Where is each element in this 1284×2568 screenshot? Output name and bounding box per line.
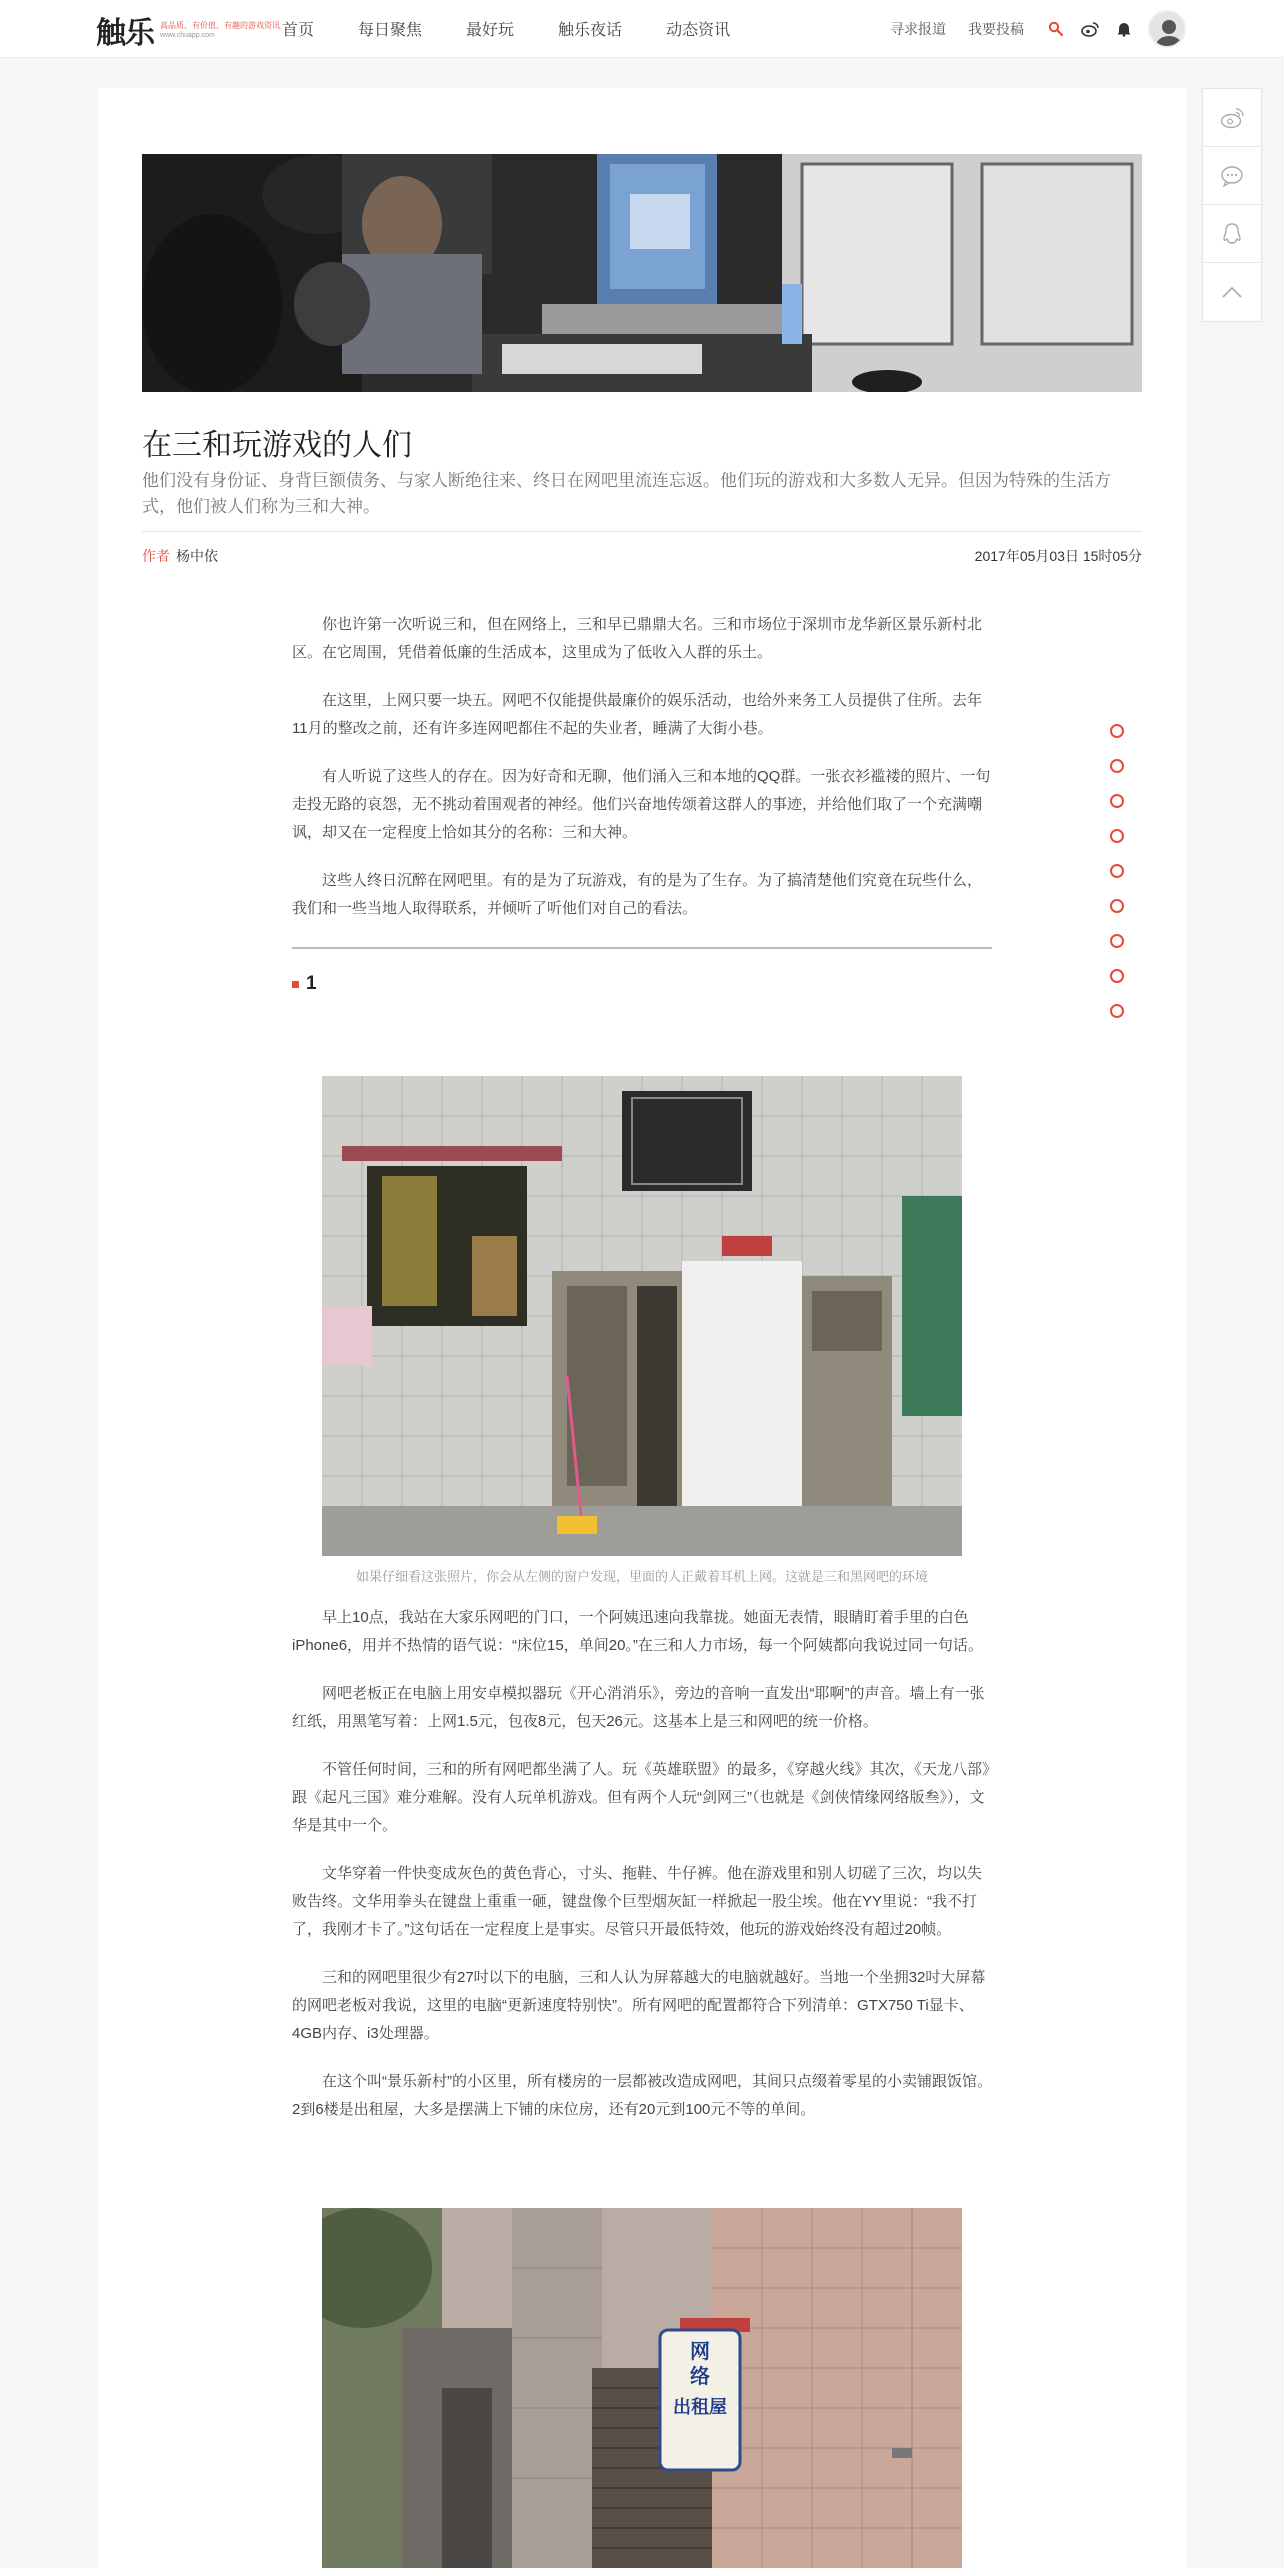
article-title: 在三和玩游戏的人们 xyxy=(142,428,412,463)
submit-article-link[interactable]: 我要投稿 xyxy=(968,21,1024,37)
author-name[interactable]: 杨中依 xyxy=(176,548,218,564)
section-marker xyxy=(292,981,299,988)
wechat-share-icon[interactable] xyxy=(1203,147,1261,205)
sign-char: 出 xyxy=(673,2397,691,2418)
meta-divider xyxy=(142,531,1142,532)
byline xyxy=(142,546,218,566)
photo-caption: 如果仔细看这张照片，你会从左侧的窗户发现，里面的人正戴着耳机上网。这就是三和黑网吧的环境 xyxy=(355,1569,928,1584)
toc-dot[interactable] xyxy=(1110,724,1124,738)
toc-dot[interactable] xyxy=(1110,899,1124,913)
weibo-icon[interactable] xyxy=(1080,19,1100,39)
nav-item-news[interactable]: 动态资讯 xyxy=(666,22,731,39)
hero-image xyxy=(142,154,1142,392)
article-subtitle: 他们没有身份证、身背巨额债务、与家人断绝往来、终日在网吧里流连忘返。他们玩的游戏和大多数人无异。但因为特殊的生活方式，他们被人们称为三和大神。 xyxy=(142,471,1111,516)
top-navigation-bar xyxy=(0,0,1284,58)
share-toolbar xyxy=(1202,88,1262,322)
paragraph: 文华穿着一件快变成灰色的黄色背心，寸头、拖鞋、牛仔裤。他在游戏里和别人切磋了三次，均以失败告终。文华用拳头在键盘上重重一砸，键盘像个巨型烟灰缸一样掀起一股尘埃。他在YY里说：“我不打了，我刚才卡了。”这句话在一定程度上是事实。尽管只开最低特效，他玩的游戏始终没有超过20帧。 xyxy=(292,1865,983,1938)
bell-icon[interactable] xyxy=(1114,19,1134,39)
toc-dot[interactable] xyxy=(1110,1004,1124,1018)
paragraph: 在这里，上网只要一块五。网吧不仅能提供最廉价的娱乐活动，也给外来务工人员提供了住所。去年11月的整改之前，还有许多连网吧都住不起的失业者，睡满了大街小巷。 xyxy=(292,692,983,737)
paragraph: 三和的网吧里很少有27吋以下的电脑，三和人认为屏幕越大的电脑就越好。当地一个坐拥32吋大屏幕的网吧老板对我说，这里的电脑“更新速度特别快”。所有网吧的配置都符合下列清单：GTX750 Ti显卡、4GB内存、i3处理器。 xyxy=(292,1969,986,2042)
alley-sign-photo xyxy=(322,2208,962,2568)
sign-char: 网 xyxy=(690,2339,710,2363)
toc-dot[interactable] xyxy=(1110,829,1124,843)
sign-char: 络 xyxy=(690,2364,710,2388)
paragraph: 不管任何时间，三和的所有网吧都坐满了人。玩《英雄联盟》的最多，《穿越火线》其次，《天龙八部》跟《起凡三国》难分难解。没有人玩单机游戏。但有两个人玩“剑网三”（也就是《剑侠情缘网络版叁》），文华是其中一个。 xyxy=(292,1761,990,1834)
article-card xyxy=(98,88,1186,2568)
nav-item-best-games[interactable]: 最好玩 xyxy=(466,22,515,39)
logo-text: 触乐 xyxy=(96,16,154,51)
qq-share-icon[interactable] xyxy=(1203,205,1261,263)
user-avatar[interactable] xyxy=(1148,10,1186,48)
alley-entrance-photo xyxy=(322,1076,962,1556)
toc-dot[interactable] xyxy=(1110,759,1124,773)
toc-dot[interactable] xyxy=(1110,794,1124,808)
article-toc xyxy=(1110,724,1124,1039)
sign-char: 租 xyxy=(691,2397,709,2418)
logo-url: www.chuapp.com xyxy=(160,31,215,39)
article-intro xyxy=(292,611,992,943)
paragraph: 在这个叫“景乐新村”的小区里，所有楼房的一层都被改造成网吧，其间只点缀着零星的小卖铺跟饭馆。2到6楼是出租屋，大多是摆满上下铺的床位房，还有20元到100元不等的单间。 xyxy=(292,2073,992,2118)
section-divider xyxy=(292,947,992,949)
section-heading xyxy=(292,973,317,995)
paragraph: 有人听说了这些人的存在。因为好奇和无聊，他们涌入三和本地的QQ群。一张衣衫褴褛的照片、一句走投无路的哀怨，无不挑动着围观者的神经。他们兴奋地传颂着这群人的事迹，并给他们取了一个充满嘲讽，却又在一定程度上恰如其分的名称：三和大神。 xyxy=(292,768,991,841)
paragraph: 网吧老板正在电脑上用安卓模拟器玩《开心消消乐》，旁边的音响一直发出“耶啊”的声音。墙上有一张红纸，用黑笔写着：上网1.5元，包夜8元，包天26元。这基本上是三和网吧的统一价格。 xyxy=(292,1685,985,1730)
search-icon[interactable] xyxy=(1046,19,1066,39)
sign-char: 屋 xyxy=(709,2397,727,2418)
article-section-1 xyxy=(292,1604,992,2144)
back-to-top-icon[interactable] xyxy=(1203,263,1261,321)
author-label: 作者 xyxy=(142,548,170,564)
nav-item-home[interactable]: 首页 xyxy=(282,22,315,39)
section-number: 1 xyxy=(306,973,317,994)
publish-date: 2017年05月03日 15时05分 xyxy=(974,548,1142,564)
toc-dot[interactable] xyxy=(1110,934,1124,948)
nav-item-night-talk[interactable]: 触乐夜话 xyxy=(558,22,623,39)
paragraph: 你也许第一次听说三和，但在网络上，三和早已鼎鼎大名。三和市场位于深圳市龙华新区景乐新村北区。在它周围，凭借着低廉的生活成本，这里成为了低收入人群的乐土。 xyxy=(292,616,983,661)
paragraph: 早上10点，我站在大家乐网吧的门口，一个阿姨迅速向我靠拢。她面无表情，眼睛盯着手里的白色iPhone6，用并不热情的语气说：“床位15，单间20。”在三和人力市场，每一个阿姨都向我说过同一句话。 xyxy=(292,1609,983,1654)
weibo-share-icon[interactable] xyxy=(1203,89,1261,147)
chuapp-logo[interactable] xyxy=(96,12,280,51)
nav-item-daily-focus[interactable]: 每日聚焦 xyxy=(358,22,423,39)
paragraph: 这些人终日沉醉在网吧里。有的是为了玩游戏，有的是为了生存。为了搞清楚他们究竟在玩些什么，我们和一些当地人取得联系，并倾听了听他们对自己的看法。 xyxy=(292,872,983,917)
toc-dot[interactable] xyxy=(1110,864,1124,878)
toc-dot[interactable] xyxy=(1110,969,1124,983)
logo-tagline: 高品质、有价值、有趣的游戏资讯 xyxy=(160,20,280,30)
seek-coverage-link[interactable]: 寻求报道 xyxy=(890,21,946,37)
main-nav xyxy=(282,17,774,40)
